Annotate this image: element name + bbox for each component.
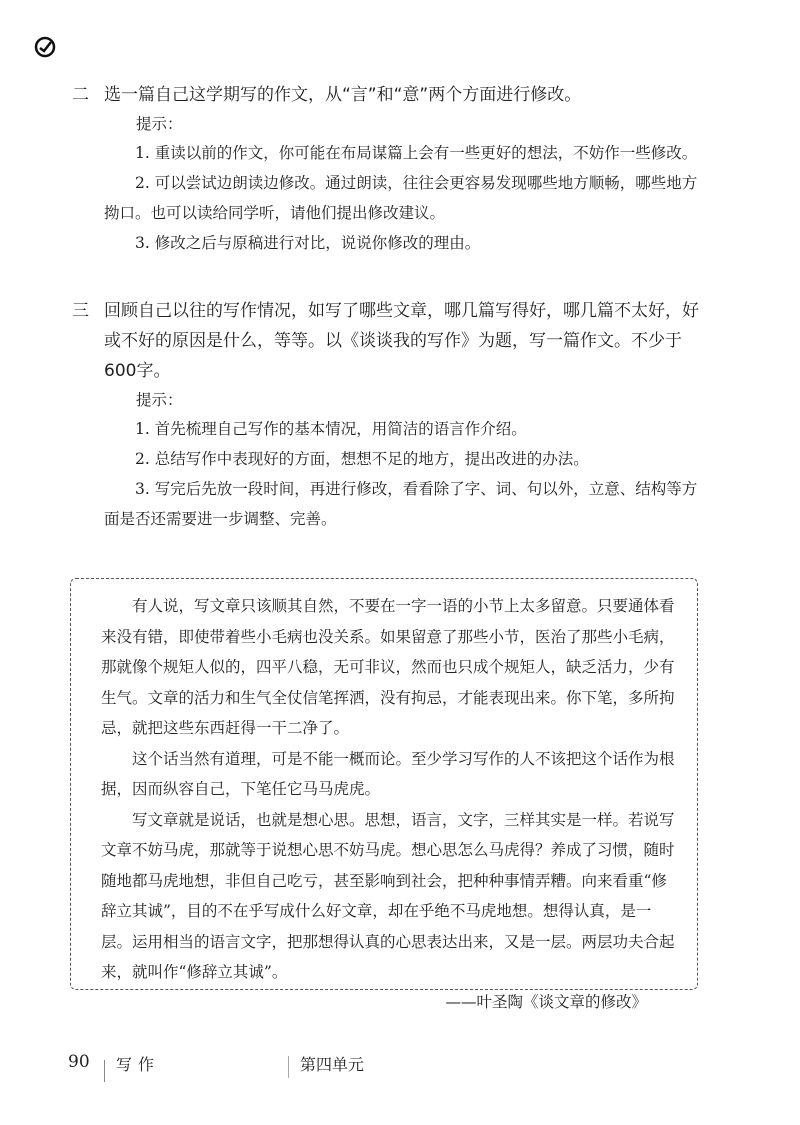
hint-label: 提示： — [136, 115, 183, 133]
page-footer — [68, 1052, 728, 1082]
quote-box — [70, 578, 698, 1011]
page-corner-icon — [34, 36, 56, 58]
quote-paragraph: 这个话当然有道理，可是不能一概而论。至少学习写作的人不该把这个话作为根据，因而纵容自己，下笔任它马马虎虎。 — [101, 749, 675, 798]
hint-item: 2. 总结写作中表现好的方面，想想不足的地方，提出改进的办法。 — [135, 450, 589, 468]
footer-divider — [288, 1056, 289, 1078]
exercise-section-3 — [72, 296, 712, 534]
quote-source: ——叶圣陶《谈文章的修改》 — [445, 992, 647, 1011]
quote-paragraph: 写文章就是说话，也就是想心思。思想，语言，文字，三样其实是一样。若说写文章不妨马虎，那就等于说想心思不妨马虎。想心思怎么马虎得？养成了习惯，随时随地都马虎地想，非但自己吃亏，甚至影响到社会，把种种事情弄糟。向来看重“修辞立其诚”，目的不在乎写成什么好文章，却在乎绝不马虎地想。想得认真，是一层。运用相当的语言文字，把那想得认真的心思表达出来，又是一层。两层功夫合起来，就叫作“修辞立其诚”。 — [101, 810, 675, 981]
footer-section-name: 写作 — [116, 1055, 161, 1074]
hint-item: 1. 重读以前的作文，你可能在布局谋篇上会有一些更好的想法，不妨作一些修改。 — [135, 144, 698, 162]
section-body: 回顾自己以往的写作情况，如写了哪些文章，哪几篇写得好，哪几篇不太好，好或不好的原因是什么，等等。以《谈谈我的写作》为题，写一篇作文。不少于600字。 — [104, 301, 699, 381]
quote-paragraph: 有人说，写文章只该顺其自然，不要在一字一语的小节上太多留意。只要通体看来没有错，即使带着些小毛病也没关系。如果留意了那些小节，医治了那些小毛病，那就像个规矩人似的，四平八稳，无可非议，然而也只成个规矩人，缺乏活力，少有生气。文章的活力和生气全仗信笔挥洒，没有拘忌，才能表现出来。你下笔，多所拘忌，就把这些东西赶得一干二净了。 — [101, 597, 675, 737]
hint-item: 3. 修改之后与原稿进行对比，说说你修改的理由。 — [135, 234, 481, 252]
section-number: 二 — [72, 85, 89, 105]
section-title: 选一篇自己这学期写的作文，从“言”和“意”两个方面进行修改。 — [104, 85, 582, 105]
hint-item: 2. 可以尝试边朗读边修改。通过朗读，往往会更容易发现哪些地方顺畅，哪些地方拗口。也可以读给同学听，请他们提出修改建议。 — [104, 174, 698, 222]
hint-item: 1. 首先梳理自己写作的基本情况，用简洁的语言作介绍。 — [135, 420, 527, 438]
section-number: 三 — [72, 301, 89, 321]
page-number: 90 — [68, 1052, 90, 1072]
exercise-section-2 — [72, 80, 712, 258]
footer-unit-name: 第四单元 — [300, 1055, 365, 1074]
footer-divider — [104, 1060, 105, 1082]
hint-label: 提示： — [136, 391, 183, 409]
hint-item: 3. 写完后先放一段时间，再进行修改，看看除了字、词、句以外，立意、结构等方面是否还需要进一步调整、完善。 — [104, 480, 698, 528]
